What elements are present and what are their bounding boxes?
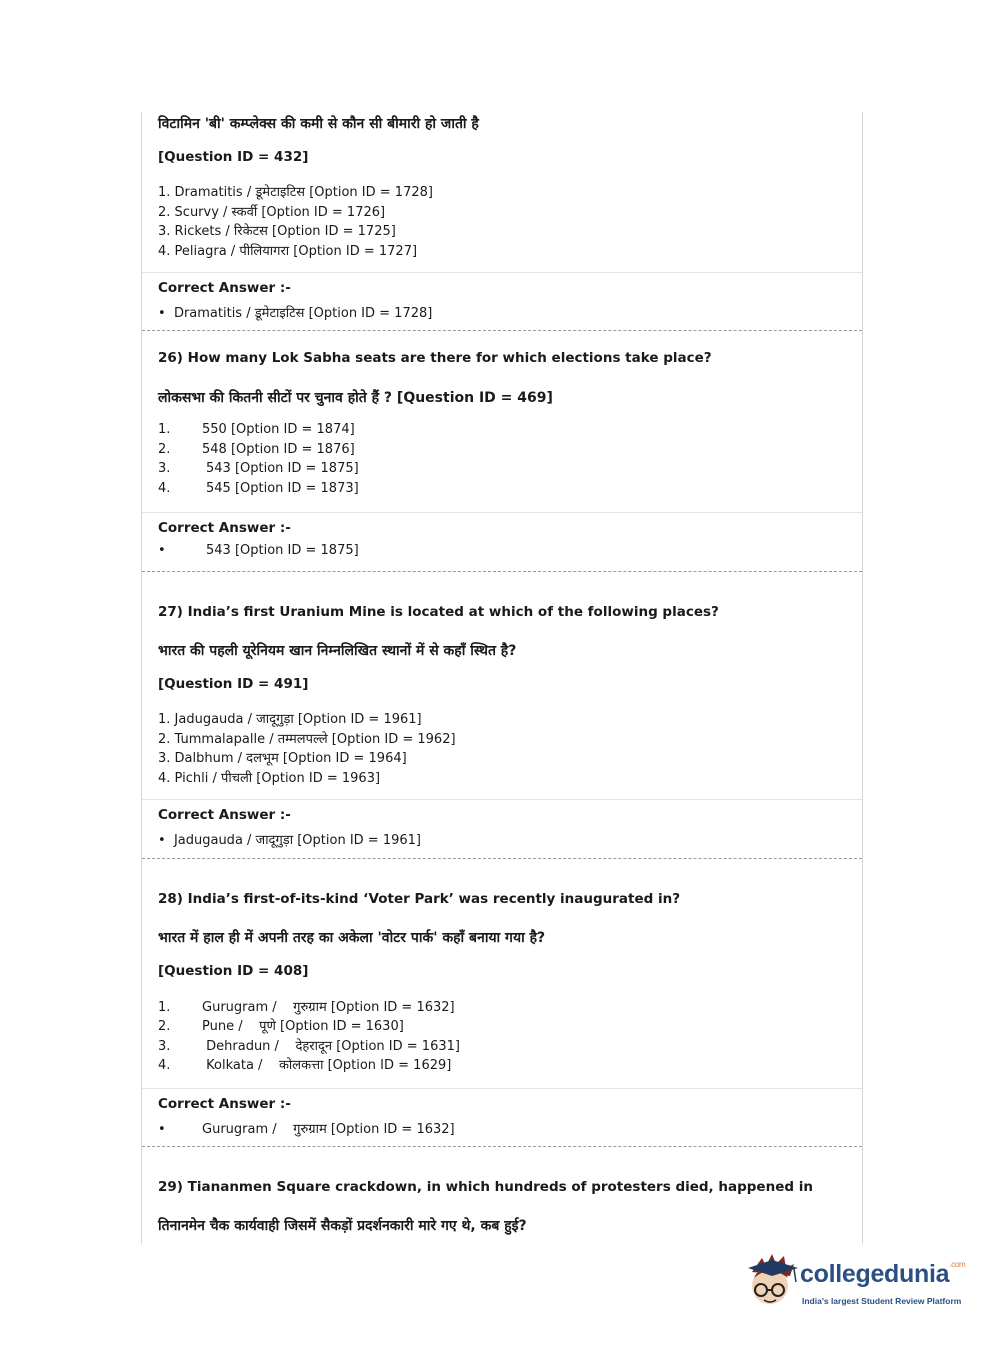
option-text: Dalbhum / दलभूम [Option ID = 1964]: [174, 751, 407, 766]
option-text: Pune / पूणे [Option ID = 1630]: [202, 1019, 404, 1034]
option-text: Tummalapalle / तम्मलपल्ले [Option ID = 1962]: [174, 732, 456, 747]
option-number: 3.: [158, 461, 171, 476]
question-paper-page: [141, 112, 863, 1244]
option-text: 543 [Option ID = 1875]: [206, 461, 359, 476]
option-text: 548 [Option ID = 1876]: [202, 442, 355, 457]
option-item: [158, 1055, 451, 1073]
option-item: [158, 182, 433, 200]
option-number: 2.: [158, 205, 171, 220]
question-separator: [142, 1146, 862, 1147]
option-item: [158, 202, 385, 220]
option-number: 3.: [158, 751, 171, 766]
bullet: •: [158, 1122, 166, 1137]
divider: [142, 272, 862, 273]
option-number: 4.: [158, 481, 171, 496]
question-hindi: लोकसभा की कितनी सीटों पर चुनाव होते हैं ? [Question ID = 469]: [158, 390, 553, 406]
option-item: [158, 221, 396, 239]
correct-answer-label: Correct Answer :-: [158, 520, 291, 536]
option-text: 545 [Option ID = 1873]: [206, 481, 359, 496]
option-text: Peliagra / पीलियागरा [Option ID = 1727]: [174, 244, 418, 259]
option-number: 2.: [158, 442, 171, 457]
option-number: 3.: [158, 1039, 171, 1054]
correct-answer: • 543 [Option ID = 1875]: [158, 543, 359, 558]
option-item: [158, 997, 455, 1015]
correct-answer: • Dramatitis / डूमेटाइटिस [Option ID = 1728]: [158, 306, 433, 321]
option-text: Kolkata / कोलकत्ता [Option ID = 1629]: [202, 1058, 452, 1073]
correct-answer-label: Correct Answer :-: [158, 1096, 291, 1112]
collegedunia-logo: [742, 1250, 972, 1320]
question-id: [Question ID = 408]: [158, 963, 309, 979]
option-number: 4.: [158, 244, 171, 259]
option-item: [158, 1036, 460, 1054]
logo-tagline: India's largest Student Review Platform: [802, 1296, 962, 1306]
divider: [142, 512, 862, 513]
logo-wordmark: collegedunia$^{.com}$: [800, 1260, 966, 1288]
question-text: 27) India’s first Uranium Mine is located at which of the following places?: [158, 604, 719, 620]
correct-answer-label: Correct Answer :-: [158, 807, 291, 823]
option-number: 1.: [158, 1000, 171, 1015]
question-id: [Question ID = 491]: [158, 676, 309, 692]
option-number: 2.: [158, 732, 171, 747]
bullet: •: [158, 833, 166, 848]
option-text: Scurvy / स्कर्वी [Option ID = 1726]: [174, 205, 386, 220]
option-number: 1.: [158, 712, 171, 727]
question-text: 28) India’s first-of-its-kind ‘Voter Park’ was recently inaugurated in?: [158, 891, 681, 907]
question-hindi: तिनानमेन चैक कार्यवाही जिसमें सैकड़ों प्रदर्शनकारी मारे गए थे, कब हुई?: [158, 1218, 527, 1234]
option-item: [158, 481, 359, 496]
correct-answer: • Gurugram / गुरुग्राम [Option ID = 1632]: [158, 1122, 455, 1137]
correct-answer-label: Correct Answer :-: [158, 280, 291, 296]
option-number: 4.: [158, 771, 171, 786]
option-item: [158, 1016, 404, 1034]
option-item: [158, 768, 380, 786]
question-separator: [142, 858, 862, 859]
divider: [142, 799, 862, 800]
option-item: [158, 461, 359, 476]
option-text: Jadugauda / जादूगुड़ा [Option ID = 1961]: [174, 712, 422, 727]
option-text: Pichli / पीचली [Option ID = 1963]: [174, 771, 381, 786]
option-item: [158, 748, 407, 766]
option-text: Rickets / रिकेटस [Option ID = 1725]: [174, 224, 396, 239]
option-item: [158, 709, 422, 727]
option-number: 1.: [158, 185, 171, 200]
option-number: 4.: [158, 1058, 171, 1073]
option-text: Dramatitis / डूमेटाइटिस [Option ID = 1728]: [174, 185, 433, 200]
option-item: [158, 241, 417, 259]
question-text: 29) Tiananmen Square crackdown, in which hundreds of protesters died, happened in: [158, 1179, 813, 1195]
mascot-icon: [742, 1250, 800, 1314]
divider: [142, 1088, 862, 1089]
bullet: •: [158, 543, 166, 558]
question-separator: [142, 330, 862, 331]
bullet: •: [158, 306, 166, 321]
option-text: 550 [Option ID = 1874]: [202, 422, 355, 437]
question-hindi: भारत में हाल ही में अपनी तरह का अकेला 'वोटर पार्क' कहाँ बनाया गया है?: [158, 930, 546, 946]
option-number: 2.: [158, 1019, 171, 1034]
correct-answer: • Jadugauda / जादूगुड़ा [Option ID = 1961]: [158, 833, 421, 848]
option-text: Gurugram / गुरुग्राम [Option ID = 1632]: [202, 1000, 455, 1015]
question-text: 26) How many Lok Sabha seats are there for which elections take place?: [158, 350, 712, 366]
question-hindi: भारत की पहली यूरेनियम खान निम्नलिखित स्थानों में से कहाँ स्थित है?: [158, 643, 517, 659]
question-separator: [142, 571, 862, 572]
option-number: 3.: [158, 224, 171, 239]
option-item: [158, 729, 456, 747]
option-number: 1.: [158, 422, 171, 437]
option-item: [158, 442, 355, 457]
option-item: [158, 422, 355, 437]
question-id: [Question ID = 432]: [158, 149, 309, 165]
option-text: Dehradun / देहरादून [Option ID = 1631]: [202, 1039, 460, 1054]
question-hindi: विटामिन 'बी' कम्प्लेक्स की कमी से कौन सी बीमारी हो जाती है: [158, 116, 479, 132]
